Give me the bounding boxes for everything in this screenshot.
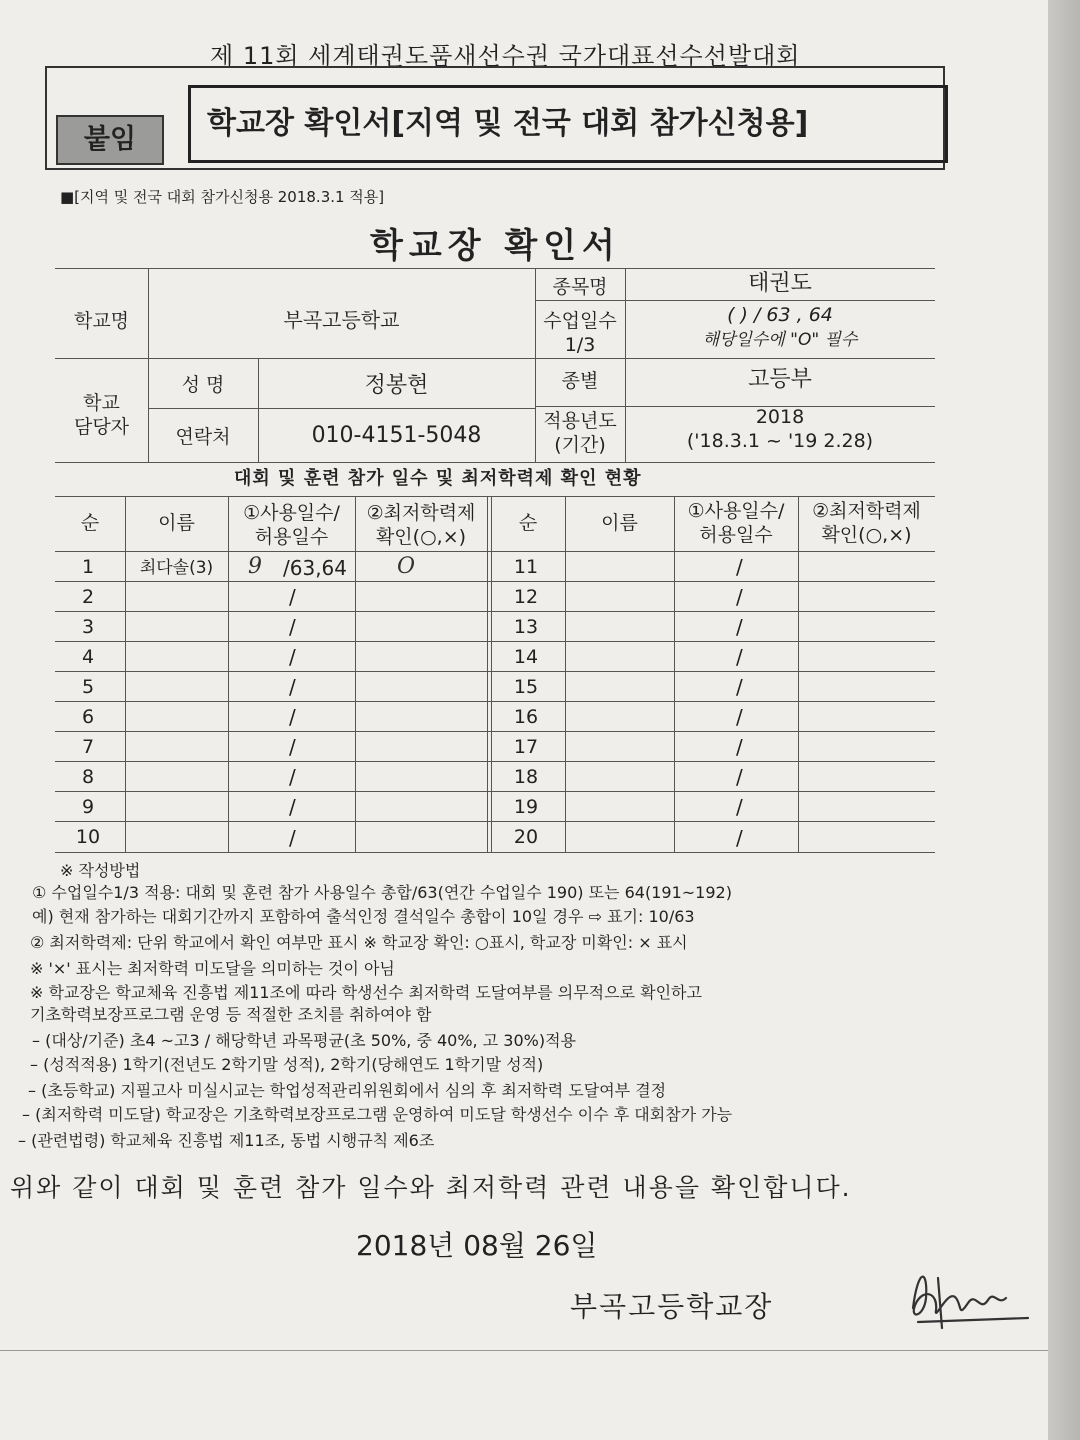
days-value: ( ) / 63 , 64 [727, 304, 833, 326]
info-line [148, 408, 535, 409]
days-slash: / [736, 705, 743, 729]
name-label: 성 명 [181, 374, 225, 396]
info-line [55, 358, 935, 359]
col-academic-header-2: 확인(○,×) [375, 526, 467, 548]
signature-image [898, 1258, 1038, 1342]
days-slash: / [736, 675, 743, 699]
event-label: 종목명 [552, 276, 608, 298]
info-line [535, 300, 935, 301]
page-edge [1048, 0, 1080, 1440]
days-slash: / [289, 826, 296, 850]
method-line: ② 최저학력제: 단위 학교에서 확인 여부만 표시 ※ 학교장 확인: ○표시, 학교장 미확인: × 표시 [30, 933, 688, 952]
days-slash: / [289, 645, 296, 669]
row-number: 1 [81, 556, 95, 578]
row-number: 4 [81, 646, 95, 668]
year-value-2: ('18.3.1 ~ '19 2.28) [686, 430, 874, 452]
col-name-header: 이름 [158, 512, 195, 534]
row-number: 15 [513, 676, 539, 698]
year-label-2: (기간) [554, 434, 606, 456]
days-slash: / [289, 705, 296, 729]
allowed-days: /63,64 [283, 556, 347, 580]
table-line [55, 852, 935, 853]
method-line: ※ '×' 표시는 최저학력 미도달을 의미하는 것이 아님 [30, 959, 395, 978]
row-number: 2 [81, 586, 95, 608]
col-academic-header-1: ②최저학력제 [812, 500, 921, 522]
table-line [55, 791, 935, 792]
table-caption: 대회 및 훈련 참가 일수 및 최저학력제 확인 현황 [234, 468, 642, 489]
info-line [55, 462, 935, 463]
days-slash: / [289, 585, 296, 609]
table-line [125, 496, 126, 852]
col-days-header-1: ①사용일수/ [687, 500, 785, 522]
method-line: – (관련법령) 학교체육 진흥법 제11조, 동법 시행규칙 제6조 [18, 1131, 435, 1150]
name-value: 정봉현 [364, 373, 429, 398]
attachment-tag: 붙임 [56, 115, 164, 165]
row-number: 6 [81, 706, 95, 728]
col-days-header-2: 허용일수 [699, 524, 773, 546]
subtitle-box: 학교장 확인서[지역 및 전국 대회 참가신청용] [188, 85, 948, 163]
table-line [487, 496, 488, 852]
days-slash: / [736, 615, 743, 639]
days-label-2: 1/3 [564, 334, 596, 356]
row-number: 7 [81, 736, 95, 758]
row-number: 17 [513, 736, 539, 758]
row-number: 18 [513, 766, 539, 788]
method-line: – (성적적용) 1학기(전년도 2학기말 성적), 2학기(당해연도 1학기말 성적) [30, 1055, 544, 1074]
table-line [55, 551, 935, 552]
method-line: 예) 현재 참가하는 대회기간까지 포함하여 출석인정 결석일수 총합이 10일 경우 ⇨ 표기: 10/63 [32, 907, 695, 926]
days-slash: / [736, 645, 743, 669]
table-line [55, 641, 935, 642]
row-number: 5 [81, 676, 95, 698]
col-days-header-2: 허용일수 [254, 526, 329, 548]
col-academic-header-2: 확인(○,×) [821, 524, 912, 546]
event-value: 태권도 [748, 271, 812, 296]
info-line [55, 268, 935, 269]
table-line [55, 671, 935, 672]
staff-label-1: 학교 [83, 392, 120, 414]
col-name-header: 이름 [601, 512, 638, 534]
row-number: 12 [513, 586, 539, 608]
col-academic-header-1: ②최저학력제 [366, 502, 476, 524]
days-slash: / [289, 675, 296, 699]
days-slash: / [736, 555, 743, 579]
row-number: 13 [513, 616, 539, 638]
year-label-1: 적용년도 [543, 410, 617, 432]
school-value: 부곡고등학교 [283, 308, 400, 332]
school-label: 학교명 [73, 310, 130, 332]
days-note: 해당일수에 "O" 필수 [702, 330, 858, 350]
issue-date: 2018년 08월 26일 [356, 1229, 598, 1262]
method-line: ① 수업일수1/3 적용: 대회 및 훈련 참가 사용일수 총합/63(연간 수업일수 190) 또는 64(191~192) [32, 883, 732, 902]
days-slash: / [289, 795, 296, 819]
table-line [55, 581, 935, 582]
days-slash: / [736, 765, 743, 789]
days-slash: / [289, 735, 296, 759]
document-title: 학교장 확인서 [370, 226, 621, 266]
bottom-rule [0, 1350, 1048, 1351]
row-number: 20 [513, 826, 539, 848]
method-line: – (최저학력 미도달) 학교장은 기초학력보장프로그램 운영하여 미도달 학생선수 이수 후 대회참가 가능 [22, 1105, 733, 1124]
student-name: 최다솔(3) [139, 558, 214, 578]
principal-name: 부곡고등학교장 [570, 1290, 774, 1323]
table-line [798, 496, 799, 852]
row-number: 14 [513, 646, 539, 668]
signature-icon [898, 1258, 1038, 1338]
method-line: – (초등학교) 지필고사 미실시교는 학업성적관리위원회에서 심의 후 최저학력 도달여부 결정 [28, 1081, 667, 1100]
days-slash: / [289, 615, 296, 639]
table-line [55, 701, 935, 702]
table-line [55, 821, 935, 822]
days-slash: / [736, 585, 743, 609]
col-no-header: 순 [518, 512, 538, 534]
method-line: ※ 학교장은 학교체육 진흥법 제11조에 따라 학생선수 최저학력 도달여부를 의무적으로 확인하고 [30, 983, 702, 1002]
row-number: 19 [513, 796, 539, 818]
days-slash: / [736, 795, 743, 819]
days-slash: / [289, 765, 296, 789]
table-line [55, 496, 935, 497]
contact-value: 010-4151-5048 [311, 423, 482, 448]
col-no-header: 순 [80, 512, 100, 534]
table-line [55, 731, 935, 732]
method-line: – (대상/기준) 초4 ~고3 / 해당학년 과목평균(초 50%, 중 40%, 고 30%)적용 [32, 1031, 576, 1050]
staff-label-2: 담당자 [73, 416, 130, 438]
contact-label: 연락처 [175, 426, 231, 448]
table-line [491, 496, 492, 852]
col-days-header-1: ①사용일수/ [243, 502, 340, 524]
row-number: 16 [513, 706, 539, 728]
days-label-1: 수업일수 [543, 310, 617, 332]
division-value: 고등부 [748, 367, 812, 392]
table-line [565, 496, 566, 852]
applies-note: ■[지역 및 전국 대회 참가신청용 2018.3.1 적용] [60, 188, 385, 206]
declaration: 위와 같이 대회 및 훈련 참가 일수와 최저학력 관련 내용을 확인합니다. [10, 1173, 852, 1202]
row-number: 11 [513, 556, 539, 578]
division-label: 종별 [561, 370, 599, 392]
row-number: 8 [81, 766, 95, 788]
competition-title: 제 11회 세계태권도품새선수권 국가대표선수선발대회 [210, 42, 801, 70]
table-line [55, 761, 935, 762]
year-value-1: 2018 [755, 406, 805, 428]
table-line [55, 611, 935, 612]
days-slash: / [736, 735, 743, 759]
days-slash: / [736, 826, 743, 850]
method-heading: ※ 작성방법 [60, 861, 141, 880]
row-number: 9 [81, 796, 95, 818]
row-number: 10 [75, 826, 101, 848]
row-number: 3 [81, 616, 95, 638]
table-line [674, 496, 675, 852]
used-days: 9 [248, 554, 262, 579]
academic-check: O [397, 554, 416, 579]
method-line: 기초학력보장프로그램 운영 등 적절한 조치를 취하여야 함 [30, 1005, 432, 1024]
